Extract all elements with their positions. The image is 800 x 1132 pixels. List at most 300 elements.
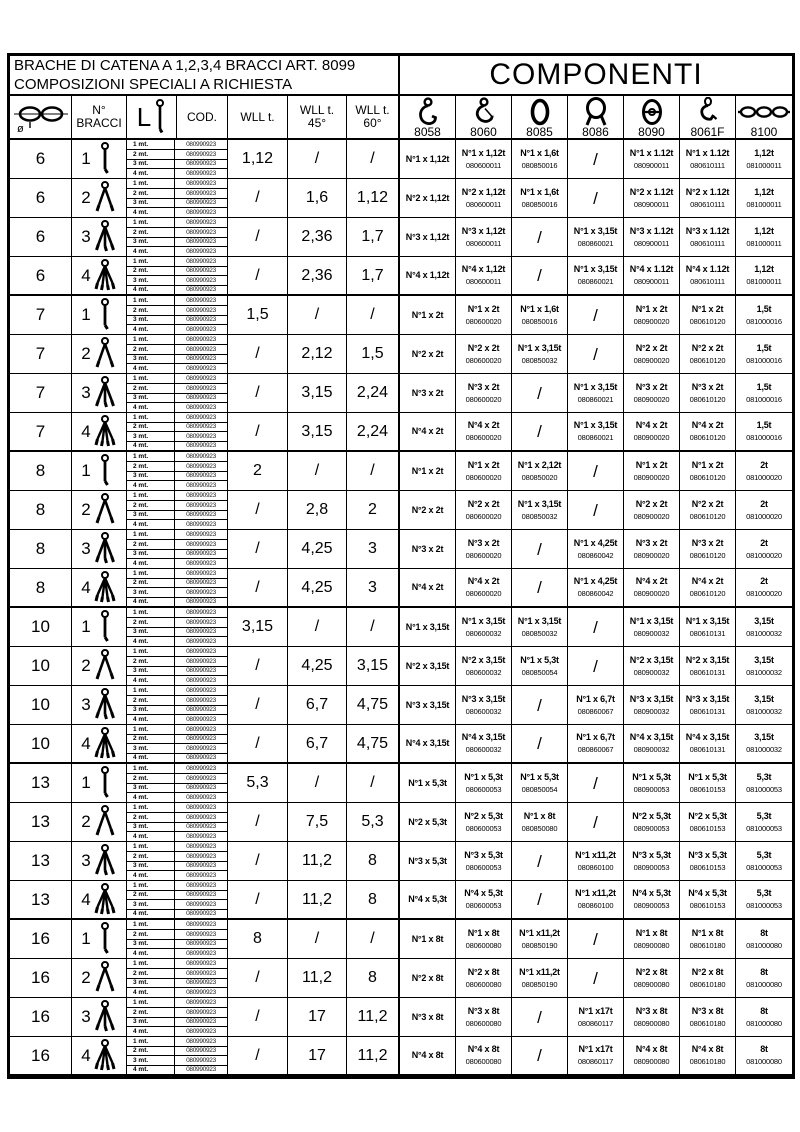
component-cell-8058: N°1 x 5,3t: [400, 764, 456, 803]
wll-cell: /: [228, 413, 288, 452]
length-code: 080990923: [186, 160, 216, 168]
diameter-cell: 6: [10, 179, 72, 218]
legs-cell: 3: [72, 218, 127, 257]
length-code: 080990923: [186, 452, 216, 460]
length-row: [127, 325, 227, 334]
diameter-cell: 16: [10, 998, 72, 1037]
length-code-cell: [127, 218, 228, 257]
component-cell-8100: 3,15t 081000032: [736, 725, 792, 764]
wll-column-header: WLL t.: [228, 96, 288, 140]
component-cell-8086: N°1 x11,2t 080860100: [568, 842, 624, 881]
length-row: [127, 442, 227, 451]
wll-cell: /: [228, 959, 288, 998]
length-code-cell: [127, 803, 228, 842]
length-code: 080990923: [186, 628, 216, 636]
component-cell-8100: 1,5t 081000016: [736, 413, 792, 452]
component-cell-8100: 5,3t 081000053: [736, 881, 792, 920]
length-label: 3 mt.: [127, 744, 175, 753]
wll45-cell: 2,36: [288, 218, 347, 257]
wll-cell: 2: [228, 452, 288, 491]
wll-cell: /: [228, 686, 288, 725]
component-cell-8061F: N°3 x 2t 080610120: [680, 374, 736, 413]
wll60-cell: 2,24: [347, 374, 400, 413]
length-code: 080990923: [186, 501, 216, 509]
component-cell-8060: N°1 x 5,3t 080600053: [456, 764, 512, 803]
wll60-cell: 2,24: [347, 413, 400, 452]
component-cell-8086: /: [568, 803, 624, 842]
length-label: 3 mt.: [127, 355, 175, 364]
length-code: 080990923: [186, 423, 216, 431]
component-cell-8058: N°4 x 5,3t: [400, 881, 456, 920]
grab-hook-icon: [694, 99, 722, 125]
length-row: [127, 959, 227, 969]
legs-cell: 4: [72, 257, 127, 296]
length-code: 080990923: [186, 540, 216, 548]
length-label: 3 mt.: [127, 472, 175, 481]
component-cell-8060: N°2 x 8t 080600080: [456, 959, 512, 998]
legs-cell: 2: [72, 491, 127, 530]
diameter-cell: 16: [10, 920, 72, 959]
length-row: [127, 306, 227, 316]
component-cell-8090: N°3 x 3,15t 080900032: [624, 686, 680, 725]
length-label: 1 mt.: [127, 764, 175, 773]
component-cell-8060: N°1 x 1,12t 080600011: [456, 140, 512, 179]
length-label: 3 mt.: [127, 550, 175, 559]
length-row: [127, 588, 227, 598]
component-cell-8061F: N°1 x 1.12t 080610111: [680, 140, 736, 179]
wll45-cell: /: [288, 452, 347, 491]
length-label: 2 mt.: [127, 189, 175, 198]
length-header-label: L: [136, 102, 152, 132]
length-label: 4 mt.: [127, 598, 175, 607]
component-cell-8086: /: [568, 920, 624, 959]
wll60-cell: 3,15: [347, 647, 400, 686]
component-cell-8085: N°1 x 8t 080850080: [512, 803, 568, 842]
length-row: [127, 550, 227, 560]
wll-cell: 5,3: [228, 764, 288, 803]
component-cell-8061F: N°1 x 3,15t 080610131: [680, 608, 736, 647]
component-id: 8085: [526, 124, 553, 139]
component-cell-8058: N°2 x 2t: [400, 335, 456, 374]
component-cell-8086: /: [568, 179, 624, 218]
length-label: 2 mt.: [127, 852, 175, 861]
length-column-header: [127, 96, 177, 140]
component-cell-8086: /: [568, 296, 624, 335]
length-code: 080990923: [186, 560, 216, 568]
component-column-header-8060: [456, 96, 512, 140]
length-code: 080990923: [186, 852, 216, 860]
component-cell-8090: N°4 x 8t 080900080: [624, 1037, 680, 1076]
length-code: 080990923: [186, 248, 216, 256]
component-cell-8085: /: [512, 569, 568, 608]
component-column-header-8090: [624, 96, 680, 140]
length-code: 080990923: [186, 686, 216, 694]
length-label: 4 mt.: [127, 403, 175, 412]
wll-cell: 8: [228, 920, 288, 959]
component-cell-8085: /: [512, 374, 568, 413]
length-label: 4 mt.: [127, 364, 175, 373]
length-code: 080990923: [186, 238, 216, 246]
length-row: [127, 511, 227, 521]
length-code-cell: [127, 1037, 228, 1076]
component-cell-8100: 1,12t 081000011: [736, 179, 792, 218]
component-cell-8061F: N°3 x 1.12t 080610111: [680, 218, 736, 257]
component-cell-8086: N°1 x17t 080860117: [568, 998, 624, 1037]
component-cell-8100: 1,5t 081000016: [736, 374, 792, 413]
length-code: 080990923: [186, 442, 216, 450]
length-code: 080990923: [186, 638, 216, 646]
component-cell-8090: N°1 x 1.12t 080900011: [624, 140, 680, 179]
length-row: [127, 608, 227, 618]
wll60-column-header: WLL t. 60°: [347, 96, 400, 140]
length-label: 1 mt.: [127, 374, 175, 383]
length-label: 4 mt.: [127, 1027, 175, 1036]
component-cell-8085: /: [512, 881, 568, 920]
length-label: 4 mt.: [127, 793, 175, 802]
component-cell-8090: N°3 x 2t 080900020: [624, 374, 680, 413]
length-code-cell: [127, 491, 228, 530]
wll45-cell: 11,2: [288, 842, 347, 881]
legs-cell: 3: [72, 686, 127, 725]
chain-links-icon: [738, 99, 790, 125]
wll45-cell: 2,36: [288, 257, 347, 296]
legs-cell: 3: [72, 374, 127, 413]
length-code: 080990923: [186, 511, 216, 519]
wll45-cell: /: [288, 140, 347, 179]
length-code: 080990923: [186, 355, 216, 363]
component-cell-8061F: N°4 x 5,3t 080610153: [680, 881, 736, 920]
component-cell-8085: N°1 x11,2t 080850190: [512, 959, 568, 998]
length-label: 3 mt.: [127, 432, 175, 441]
length-row: [127, 832, 227, 841]
component-cell-8086: N°1 x 6,7t 080860067: [568, 725, 624, 764]
wll60-cell: /: [347, 452, 400, 491]
length-code: 080990923: [186, 306, 216, 314]
component-cell-8061F: N°4 x 1.12t 080610111: [680, 257, 736, 296]
length-row: [127, 238, 227, 248]
length-label: 1 mt.: [127, 569, 175, 578]
length-row: [127, 257, 227, 267]
length-label: 4 mt.: [127, 754, 175, 763]
component-cell-8061F: N°2 x 3,15t 080610131: [680, 647, 736, 686]
component-cell-8100: 5,3t 081000053: [736, 842, 792, 881]
wll45-cell: 17: [288, 998, 347, 1037]
component-cell-8090: N°4 x 1.12t 080900011: [624, 257, 680, 296]
length-row: [127, 374, 227, 384]
component-cell-8086: /: [568, 491, 624, 530]
component-cell-8061F: N°1 x 5,3t 080610153: [680, 764, 736, 803]
wll45-cell: 6,7: [288, 686, 347, 725]
length-label: 2 mt.: [127, 345, 175, 354]
length-code-cell: [127, 569, 228, 608]
wll60-cell: /: [347, 920, 400, 959]
length-code: 080990923: [186, 657, 216, 665]
component-cell-8086: /: [568, 608, 624, 647]
length-row: [127, 559, 227, 568]
diameter-cell: 13: [10, 842, 72, 881]
component-id: 8058: [414, 124, 441, 139]
wll45-cell: 7,5: [288, 803, 347, 842]
component-cell-8090: N°2 x 1.12t 080900011: [624, 179, 680, 218]
length-code: 080990923: [186, 569, 216, 577]
length-label: 3 mt.: [127, 940, 175, 949]
length-row: [127, 1008, 227, 1018]
wll45-cell: 11,2: [288, 881, 347, 920]
length-row: [127, 472, 227, 482]
wll45-cell: 1,6: [288, 179, 347, 218]
length-row: [127, 676, 227, 685]
component-cell-8100: 1,5t 081000016: [736, 335, 792, 374]
legs-4-sling-icon: [93, 415, 117, 449]
component-cell-8100: 2t 081000020: [736, 569, 792, 608]
length-row: [127, 637, 227, 646]
diameter-cell: 16: [10, 959, 72, 998]
wll-cell: /: [228, 491, 288, 530]
length-row: [127, 140, 227, 150]
length-code: 080990923: [186, 677, 216, 685]
length-label: 1 mt.: [127, 608, 175, 617]
component-cell-8061F: N°4 x 8t 080610180: [680, 1037, 736, 1076]
diameter-cell: 8: [10, 569, 72, 608]
legs-cell: 3: [72, 842, 127, 881]
legs-2-sling-icon: [93, 649, 117, 683]
wll45-cell: 4,25: [288, 647, 347, 686]
length-label: 3 mt.: [127, 276, 175, 285]
length-label: 2 mt.: [127, 969, 175, 978]
length-code: 080990923: [186, 1008, 216, 1016]
component-cell-8090: N°1 x 2t 080900020: [624, 296, 680, 335]
component-cell-8100: 8t 081000080: [736, 920, 792, 959]
length-label: 2 mt.: [127, 813, 175, 822]
length-code-cell: [127, 296, 228, 335]
length-label: 1 mt.: [127, 881, 175, 890]
wll60-cell: 8: [347, 959, 400, 998]
length-label: 1 mt.: [127, 1037, 175, 1046]
length-label: 1 mt.: [127, 803, 175, 812]
component-cell-8061F: N°3 x 8t 080610180: [680, 998, 736, 1037]
length-code: 080990923: [186, 472, 216, 480]
diameter-cell: 6: [10, 257, 72, 296]
component-cell-8085: /: [512, 842, 568, 881]
length-label: 1 mt.: [127, 140, 175, 149]
length-label: 3 mt.: [127, 706, 175, 715]
length-code-cell: [127, 374, 228, 413]
legs-1-sling-icon: [93, 142, 117, 176]
component-cell-8090: N°2 x 2t 080900020: [624, 335, 680, 374]
legs-cell: 1: [72, 296, 127, 335]
length-label: 2 mt.: [127, 228, 175, 237]
componenti-header: COMPONENTI: [400, 56, 792, 96]
length-code: 080990923: [186, 1018, 216, 1026]
length-code: 080990923: [186, 189, 216, 197]
length-row: [127, 920, 227, 930]
length-code: 080990923: [186, 900, 216, 908]
component-column-header-8085: [512, 96, 568, 140]
legs-1-sling-icon: [93, 922, 117, 956]
component-cell-8086: /: [568, 452, 624, 491]
legs-3-sling-icon: [93, 844, 117, 878]
component-cell-8061F: N°2 x 2t 080610120: [680, 335, 736, 374]
title-line1: BRACHE DI CATENA A 1,2,3,4 BRACCI ART. 8099: [14, 57, 356, 74]
wll-cell: 3,15: [228, 608, 288, 647]
wll45-cell: 4,25: [288, 530, 347, 569]
legs-2-sling-icon: [93, 805, 117, 839]
length-row: [127, 345, 227, 355]
component-cell-8085: /: [512, 257, 568, 296]
length-row: [127, 169, 227, 178]
length-row: [127, 696, 227, 706]
component-cell-8100: 5,3t 081000053: [736, 764, 792, 803]
diameter-cell: 10: [10, 647, 72, 686]
length-code: 080990923: [186, 588, 216, 596]
length-label: 4 mt.: [127, 286, 175, 295]
length-label: 1 mt.: [127, 686, 175, 695]
length-label: 1 mt.: [127, 530, 175, 539]
diameter-cell: 6: [10, 218, 72, 257]
length-label: 1 mt.: [127, 491, 175, 500]
length-row: [127, 715, 227, 724]
length-row: [127, 735, 227, 745]
spec-table: [7, 53, 795, 1079]
wll45-cell: 3,15: [288, 374, 347, 413]
wll60-cell: 4,75: [347, 686, 400, 725]
length-code: 080990923: [186, 579, 216, 587]
wll60-cell: 11,2: [347, 1037, 400, 1076]
component-cell-8085: /: [512, 998, 568, 1037]
length-row: [127, 1056, 227, 1066]
spec-table-grid: [10, 56, 792, 1076]
component-cell-8061F: N°4 x 2t 080610120: [680, 413, 736, 452]
length-code-cell: [127, 686, 228, 725]
bracci-header-line2: BRACCI: [76, 116, 122, 130]
legs-cell: 2: [72, 647, 127, 686]
component-cell-8085: /: [512, 530, 568, 569]
length-row: [127, 208, 227, 217]
length-row: [127, 228, 227, 238]
component-cell-8086: N°1 x 4,25t 080860042: [568, 530, 624, 569]
length-label: 3 mt.: [127, 862, 175, 871]
connecting-link-icon: [638, 99, 666, 125]
legs-cell: 4: [72, 881, 127, 920]
component-cell-8058: N°4 x 2t: [400, 569, 456, 608]
length-row: [127, 189, 227, 199]
component-cell-8060: N°3 x 2t 080600020: [456, 530, 512, 569]
length-label: 3 mt.: [127, 979, 175, 988]
component-cell-8061F: N°3 x 3,15t 080610131: [680, 686, 736, 725]
wll60-cell: /: [347, 764, 400, 803]
length-row: [127, 940, 227, 950]
length-row: [127, 774, 227, 784]
component-cell-8085: /: [512, 218, 568, 257]
length-code-cell: [127, 140, 228, 179]
length-row: [127, 998, 227, 1008]
component-cell-8090: N°1 x 3,15t 080900032: [624, 608, 680, 647]
component-id: 8086: [582, 124, 609, 139]
length-code: 080990923: [186, 550, 216, 558]
length-code-cell: [127, 608, 228, 647]
wll60-cell: 5,3: [347, 803, 400, 842]
length-code: 080990923: [186, 170, 216, 178]
length-code: 080990923: [186, 462, 216, 470]
component-cell-8061F: N°4 x 3,15t 080610131: [680, 725, 736, 764]
length-row: [127, 491, 227, 501]
component-column-header-8061F: [680, 96, 736, 140]
length-row: [127, 335, 227, 345]
component-cell-8058: N°3 x 8t: [400, 998, 456, 1037]
length-code: 080990923: [186, 696, 216, 704]
component-cell-8100: 2t 081000020: [736, 491, 792, 530]
wll-cell: /: [228, 374, 288, 413]
length-label: 2 mt.: [127, 891, 175, 900]
diameter-cell: 10: [10, 686, 72, 725]
wll60-cell: 1,7: [347, 257, 400, 296]
length-code: 080990923: [186, 910, 216, 918]
length-code-cell: [127, 179, 228, 218]
length-label: 1 mt.: [127, 452, 175, 461]
length-code: 080990923: [186, 891, 216, 899]
diameter-cell: 16: [10, 1037, 72, 1076]
component-cell-8060: N°2 x 1,12t 080600011: [456, 179, 512, 218]
length-label: 2 mt.: [127, 423, 175, 432]
length-label: 1 mt.: [127, 335, 175, 344]
wll-cell: /: [228, 647, 288, 686]
length-code: 080990923: [186, 345, 216, 353]
length-row: [127, 823, 227, 833]
length-label: 2 mt.: [127, 1047, 175, 1056]
component-cell-8058: N°3 x 2t: [400, 374, 456, 413]
component-cell-8060: N°2 x 5,3t 080600053: [456, 803, 512, 842]
length-code: 080990923: [186, 482, 216, 490]
component-column-header-8100: [736, 96, 792, 140]
component-cell-8061F: N°1 x 2t 080610120: [680, 296, 736, 335]
wll45-column-header: WLL t. 45°: [288, 96, 347, 140]
length-code-cell: [127, 452, 228, 491]
length-row: [127, 803, 227, 813]
component-cell-8090: N°1 x 8t 080900080: [624, 920, 680, 959]
length-code-cell: [127, 881, 228, 920]
length-code-cell: [127, 725, 228, 764]
wll60-cell: /: [347, 140, 400, 179]
diameter-cell: 13: [10, 764, 72, 803]
component-cell-8090: N°4 x 3,15t 080900032: [624, 725, 680, 764]
master-link-assembly-icon: [582, 99, 610, 125]
length-code: 080990923: [186, 989, 216, 997]
component-cell-8086: /: [568, 764, 624, 803]
legs-2-sling-icon: [93, 961, 117, 995]
wll-cell: /: [228, 1037, 288, 1076]
length-code: 080990923: [186, 833, 216, 841]
length-row: [127, 579, 227, 589]
legs-2-sling-icon: [93, 181, 117, 215]
wll-cell: /: [228, 725, 288, 764]
wll45-cell: 2,12: [288, 335, 347, 374]
length-label: 4 mt.: [127, 442, 175, 451]
component-cell-8086: N°1 x 3,15t 080860021: [568, 257, 624, 296]
length-code: 080990923: [186, 316, 216, 324]
component-cell-8090: N°2 x 3,15t 080900032: [624, 647, 680, 686]
length-code-cell: [127, 335, 228, 374]
length-code: 080990923: [186, 140, 216, 148]
length-row: [127, 969, 227, 979]
length-label: 4 mt.: [127, 481, 175, 490]
component-cell-8058: N°2 x 3,15t: [400, 647, 456, 686]
diameter-cell: 8: [10, 452, 72, 491]
length-code: 080990923: [186, 940, 216, 948]
length-code: 080990923: [186, 598, 216, 606]
length-label: 3 mt.: [127, 900, 175, 909]
wll60-cell: 11,2: [347, 998, 400, 1037]
length-row: [127, 403, 227, 412]
